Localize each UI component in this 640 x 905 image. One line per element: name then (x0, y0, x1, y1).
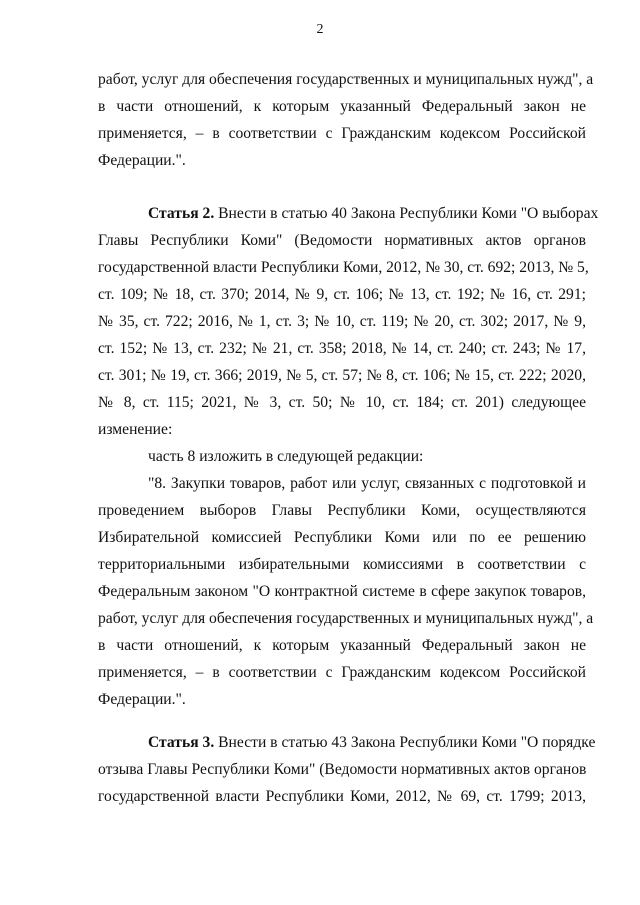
article-2-intro: Внести в статью 40 Закона Республики Коми "О выборах (214, 205, 599, 222)
part-intro: часть 8 изложить в следующей редакции: (148, 448, 424, 465)
text-line: в части отношений, к которым указанный Федеральный закон не (98, 98, 586, 115)
quote-first-line: "8. Закупки товаров, работ или услуг, связанных с подготовкой и (148, 475, 586, 492)
text-line: применяется, – в соответствии с Гражданским кодексом Российской (98, 125, 586, 142)
text-line: Главы Республики Коми" (Ведомости нормативных актов органов (98, 232, 586, 249)
article-3-first-line (98, 729, 596, 756)
text-line: работ, услуг для обеспечения государственных и муниципальных нужд", а (98, 71, 594, 88)
quote-line: Избирательной комиссией Республики Коми или по ее решению (98, 529, 586, 546)
quote-line: применяется, – в соответствии с Гражданским кодексом Российской (98, 664, 586, 681)
quote-line: Федеральным законом "О контрактной системе в сфере закупок товаров, (98, 583, 586, 600)
text-line: № 8, ст. 115; 2021, № 3, ст. 50; № 10, ст. 184; ст. 201) следующее (98, 394, 586, 411)
text-line: № 35, ст. 722; 2016, № 1, ст. 3; № 10, ст. 119; № 20, ст. 302; 2017, № 9, (98, 313, 586, 330)
page-number: 2 (316, 22, 324, 37)
quote-line: работ, услуг для обеспечения государственных и муниципальных нужд", а (98, 610, 594, 627)
text-line: ст. 152; № 13, ст. 232; № 21, ст. 358; 2018, № 14, ст. 240; ст. 243; № 17, (98, 340, 586, 357)
quote-line: Федерации.". (98, 691, 186, 708)
text-line: ст. 109; № 18, ст. 370; 2014, № 9, ст. 106; № 13, ст. 192; № 16, ст. 291; (98, 286, 586, 303)
text-line: ст. 301; № 19, ст. 366; 2019, № 5, ст. 57; № 8, ст. 106; № 15, ст. 222; 2020, (98, 367, 586, 384)
text-line: отзыва Главы Республики Коми" (Ведомости нормативных актов органов (98, 761, 587, 778)
article-2 (98, 200, 599, 713)
quote-line: проведением выборов Главы Республики Коми, осуществляются (98, 502, 586, 519)
article-3-title: Статья 3. (148, 734, 215, 751)
continuation-paragraph (98, 66, 594, 174)
text-line: государственной власти Республики Коми, 2012, № 30, ст. 692; 2013, № 5, (98, 259, 589, 276)
text-line: государственной власти Республики Коми, 2012, № 69, ст. 1799; 2013, (98, 788, 586, 805)
article-2-first-line (98, 200, 599, 227)
text-line: Федерации.". (98, 152, 186, 169)
article-3 (98, 729, 596, 810)
quote-line: территориальными избирательными комиссиями в соответствии с (98, 556, 586, 573)
quote-line: в части отношений, к которым указанный Федеральный закон не (98, 637, 586, 654)
article-3-intro: Внести в статью 43 Закона Республики Коми "О порядке (214, 734, 596, 751)
text-line: изменение: (98, 421, 173, 438)
article-2-title: Статья 2. (148, 205, 215, 222)
